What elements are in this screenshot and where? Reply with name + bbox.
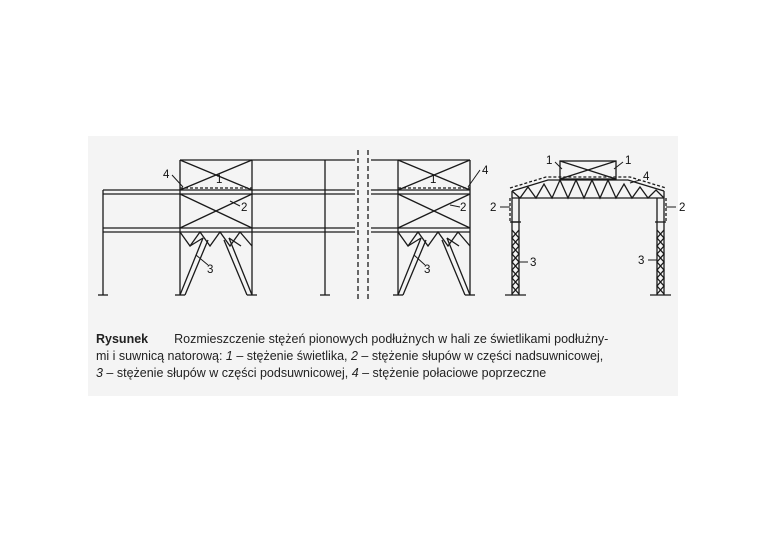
label-3-left: 3 — [207, 264, 214, 276]
label-1-left: 1 — [216, 174, 223, 186]
label-2a-right: 2 — [490, 202, 497, 214]
label-3a-right: 3 — [530, 257, 537, 269]
break-marks — [358, 150, 368, 300]
caption-lead: Rysunek — [96, 332, 149, 346]
label-4-mid: 4 — [482, 165, 489, 177]
label-1a-right: 1 — [546, 155, 553, 167]
label-2-left: 2 — [241, 202, 248, 214]
middle-elevation — [371, 160, 475, 295]
caption-num-4: 4 — [351, 366, 359, 380]
caption-num-2: 2 — [350, 349, 358, 363]
figure-caption — [96, 331, 676, 382]
caption-num-3: 3 — [96, 366, 103, 380]
label-3b-right: 3 — [638, 255, 645, 267]
caption-num-1: 1 — [225, 349, 233, 363]
caption-desc-1: – stężenie świetlika, — [232, 349, 351, 363]
label-2b-right: 2 — [679, 202, 686, 214]
label-3-mid: 3 — [424, 264, 431, 276]
left-elevation — [98, 160, 355, 295]
caption-desc-4: – stężenie połaciowe poprzeczne — [358, 366, 547, 380]
label-1-mid: 1 — [430, 174, 437, 186]
caption-desc-3: – stężenie słupów w części podsuwnicowej, — [102, 366, 352, 380]
label-1b-right: 1 — [625, 155, 632, 167]
label-2-mid: 2 — [460, 202, 467, 214]
caption-desc-2: – stężenie słupów w części nadsuwnicowej, — [357, 349, 604, 363]
caption-text-1: Rozmieszczenie stężeń pionowych podłużnych w hali ze świetlikami podłużny- — [174, 332, 609, 346]
caption-text-2: mi i suwnicą natorową: — [96, 349, 226, 363]
label-4-right: 4 — [643, 171, 650, 183]
label-4-left: 4 — [163, 169, 170, 181]
